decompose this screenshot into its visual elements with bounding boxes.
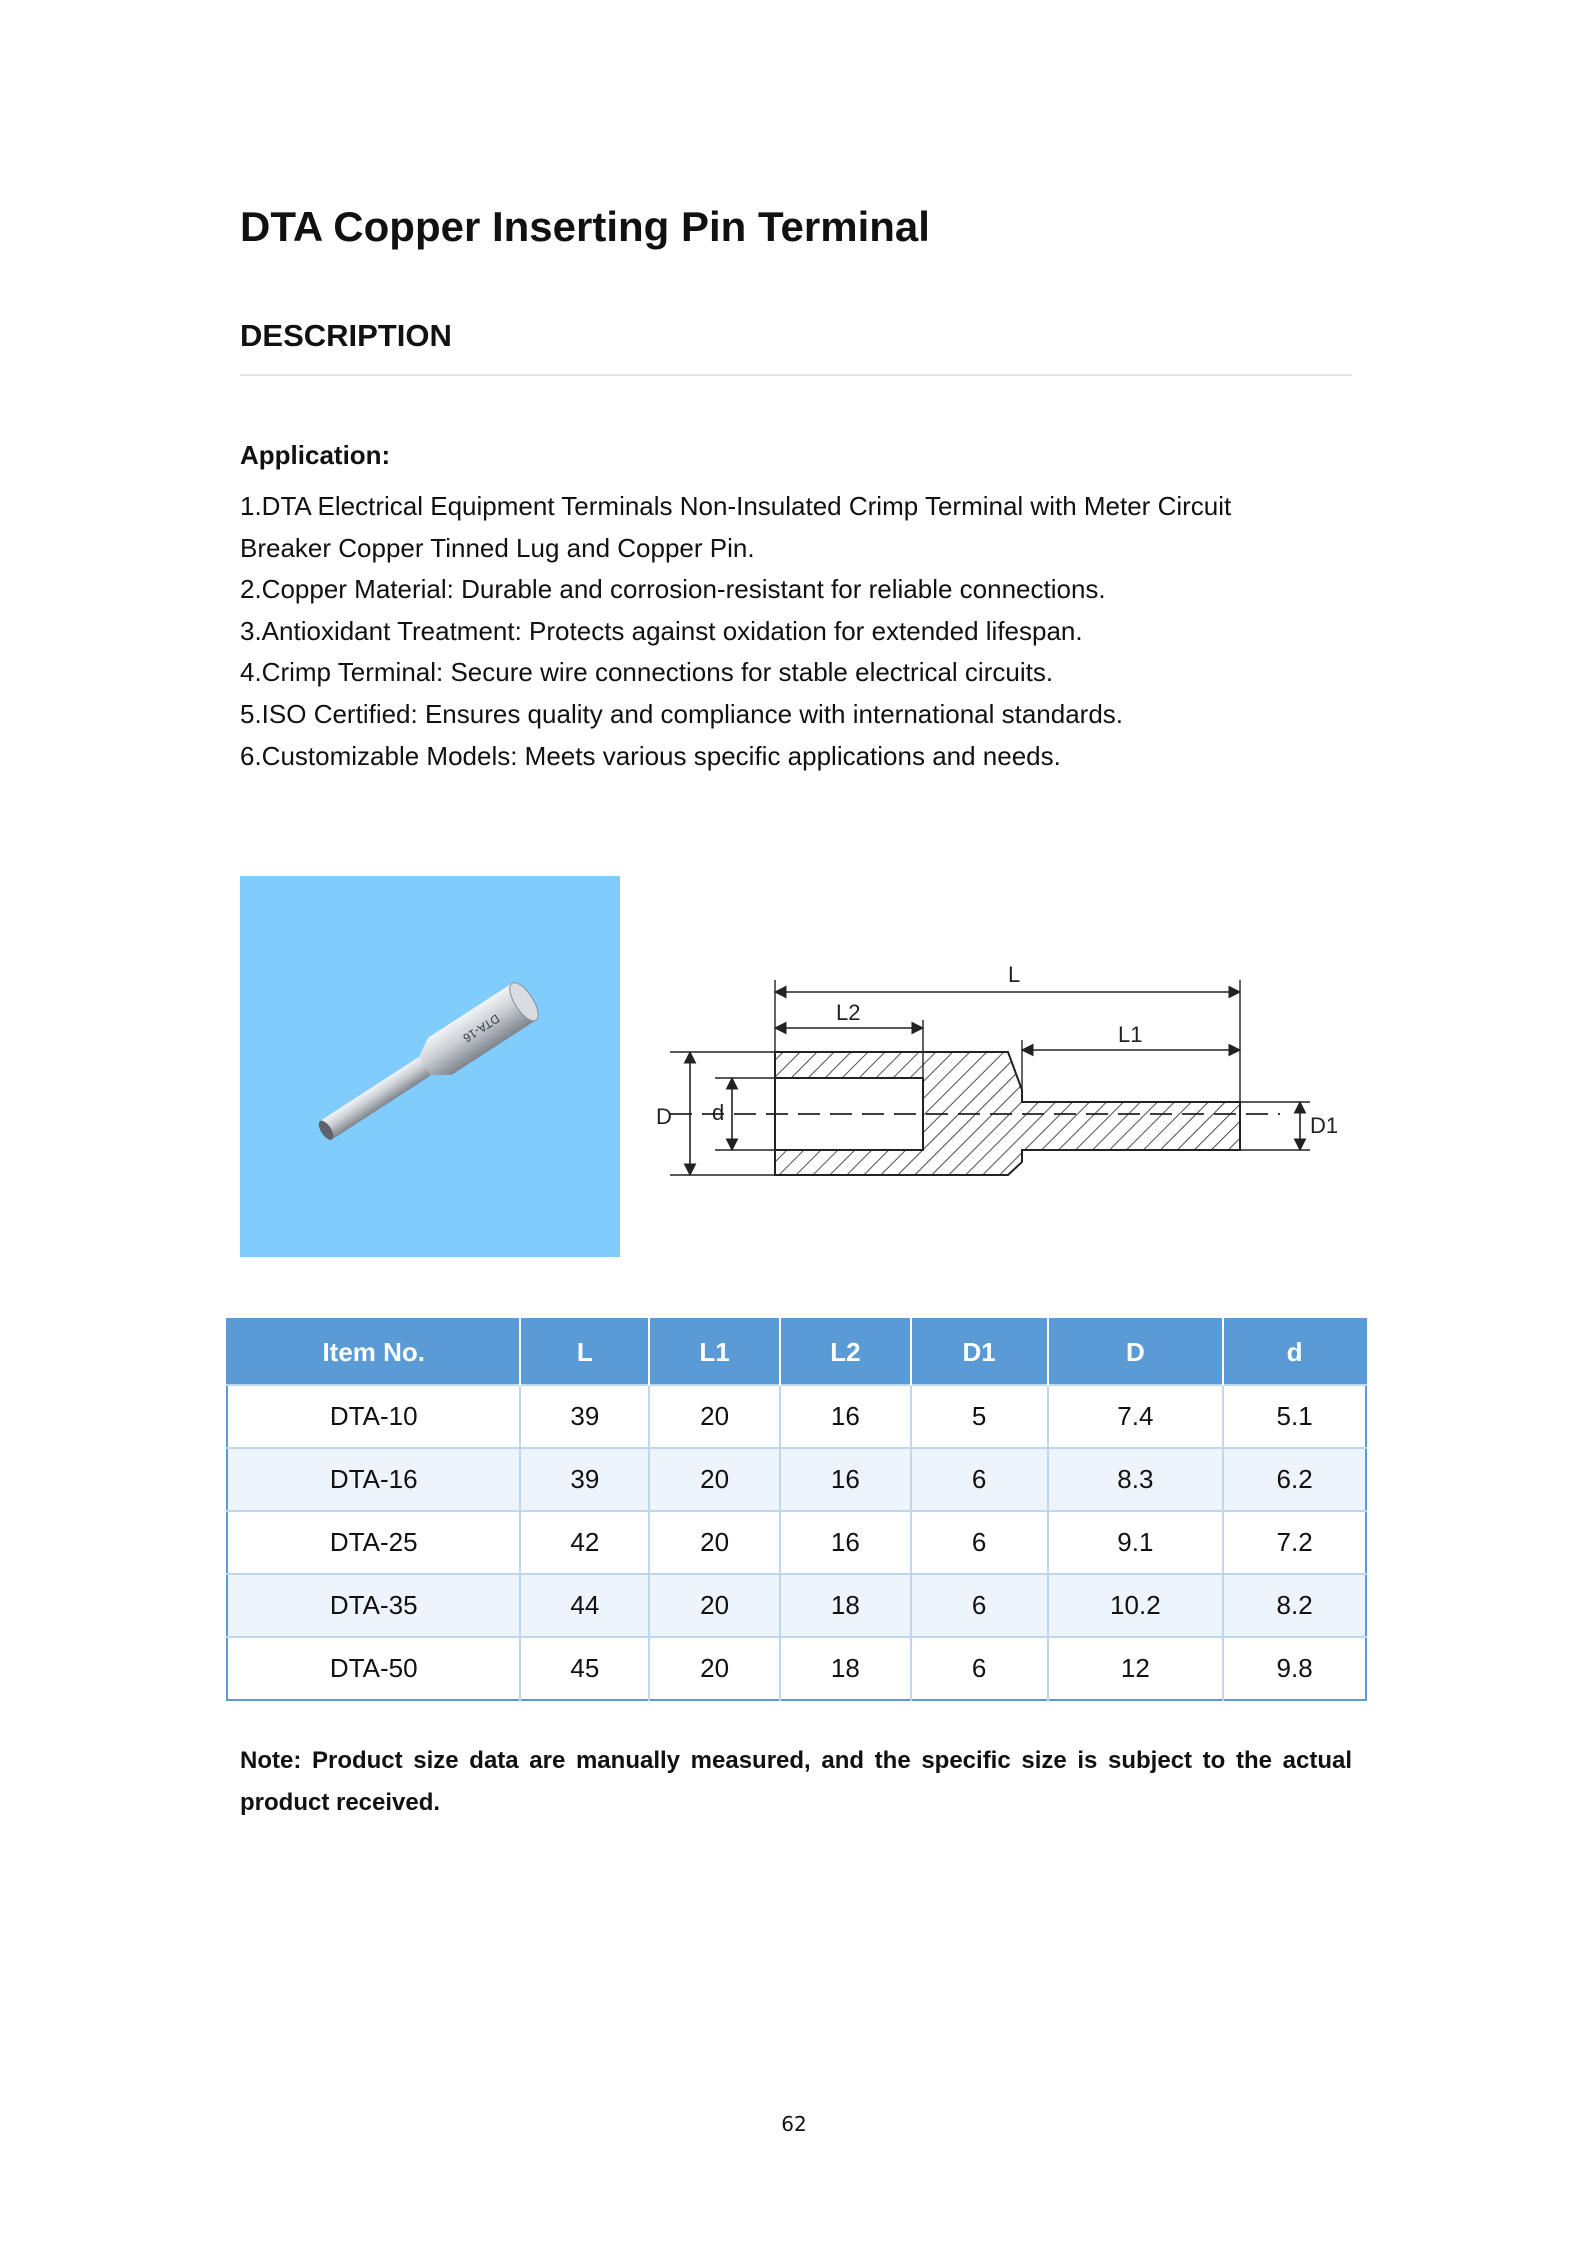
page-title: DTA Copper Inserting Pin Terminal: [240, 203, 930, 250]
column-header-l: L: [520, 1319, 649, 1385]
section-divider: [240, 374, 1352, 376]
application-item: 5.ISO Certified: Ensures quality and compliance with international standards.: [240, 698, 1124, 729]
table-cell: 18: [780, 1637, 911, 1700]
table-cell: 9.8: [1223, 1637, 1366, 1700]
table-cell: 8.2: [1223, 1574, 1366, 1637]
table-cell: 44: [520, 1574, 649, 1637]
product-marking: DTA-16: [460, 1011, 503, 1046]
application-list: [240, 486, 1352, 777]
table-row: [227, 1385, 1366, 1448]
dimension-drawing: [640, 940, 1400, 1200]
table-row: [227, 1448, 1366, 1511]
dim-label-d: d: [712, 1100, 725, 1125]
table-cell: 20: [649, 1637, 780, 1700]
table-cell: 45: [520, 1637, 649, 1700]
table-cell: 20: [649, 1574, 780, 1637]
column-header-l2: L2: [780, 1319, 911, 1385]
dim-label-L1: L1: [1118, 1022, 1143, 1047]
table-cell: DTA-16: [227, 1448, 520, 1511]
application-item: 3.Antioxidant Treatment: Protects against oxidation for extended lifespan.: [240, 615, 1083, 646]
table-row: [227, 1574, 1366, 1637]
dim-label-L2: L2: [836, 1000, 861, 1025]
application-item: 1.DTA Electrical Equipment Terminals Non-Insulated Crimp Terminal with Meter Circuit: [240, 491, 1232, 521]
column-header-l1: L1: [649, 1319, 780, 1385]
application-item: 4.Crimp Terminal: Secure wire connections for stable electrical circuits.: [240, 657, 1054, 688]
table-cell: 16: [780, 1511, 911, 1574]
section-heading: DESCRIPTION: [240, 318, 452, 353]
table-cell: 9.1: [1048, 1511, 1224, 1574]
table-cell: 20: [649, 1448, 780, 1511]
dim-label-D1: D1: [1310, 1113, 1339, 1138]
table-cell: DTA-50: [227, 1637, 520, 1700]
table-cell: 6: [911, 1637, 1048, 1700]
table-cell: 39: [520, 1385, 649, 1448]
application-item: 2.Copper Material: Durable and corrosion-resistant for reliable connections.: [240, 574, 1106, 605]
table-cell: 5.1: [1223, 1385, 1366, 1448]
table-cell: 12: [1048, 1637, 1224, 1700]
table-cell: 7.4: [1048, 1385, 1224, 1448]
table-row: [227, 1511, 1366, 1574]
application-item: 6.Customizable Models: Meets various specific applications and needs.: [240, 740, 1061, 771]
table-cell: 20: [649, 1511, 780, 1574]
dim-label-D: D: [656, 1104, 672, 1129]
table-cell: DTA-25: [227, 1511, 520, 1574]
size-table: [226, 1318, 1367, 1701]
column-header-d-inner: d: [1223, 1319, 1366, 1385]
application-item: Breaker Copper Tinned Lug and Copper Pin.: [240, 532, 755, 563]
table-cell: 39: [520, 1448, 649, 1511]
column-header-item-no: Item No.: [227, 1319, 520, 1385]
table-cell: DTA-10: [227, 1385, 520, 1448]
column-header-d-outer: D: [1048, 1319, 1224, 1385]
table-cell: 5: [911, 1385, 1048, 1448]
table-cell: 7.2: [1223, 1511, 1366, 1574]
size-note: Note: Product size data are manually measured, and the specific size is subject to the actual product received.: [240, 1747, 1352, 1816]
column-header-d1: D1: [911, 1319, 1048, 1385]
table-cell: 6: [911, 1511, 1048, 1574]
dim-label-L: L: [1008, 962, 1021, 987]
table-cell: 6: [911, 1448, 1048, 1511]
table-cell: 6.2: [1223, 1448, 1366, 1511]
table-cell: 10.2: [1048, 1574, 1224, 1637]
product-photo: [240, 876, 620, 1257]
application-label: Application:: [240, 440, 391, 470]
table-cell: 42: [520, 1511, 649, 1574]
table-cell: 16: [780, 1385, 911, 1448]
table-cell: DTA-35: [227, 1574, 520, 1637]
table-cell: 6: [911, 1574, 1048, 1637]
table-cell: 20: [649, 1385, 780, 1448]
table-header-row: [227, 1319, 1366, 1385]
table-row: [227, 1637, 1366, 1700]
table-cell: 8.3: [1048, 1448, 1224, 1511]
page-number: 62: [781, 2112, 807, 2136]
table-cell: 16: [780, 1448, 911, 1511]
table-cell: 18: [780, 1574, 911, 1637]
